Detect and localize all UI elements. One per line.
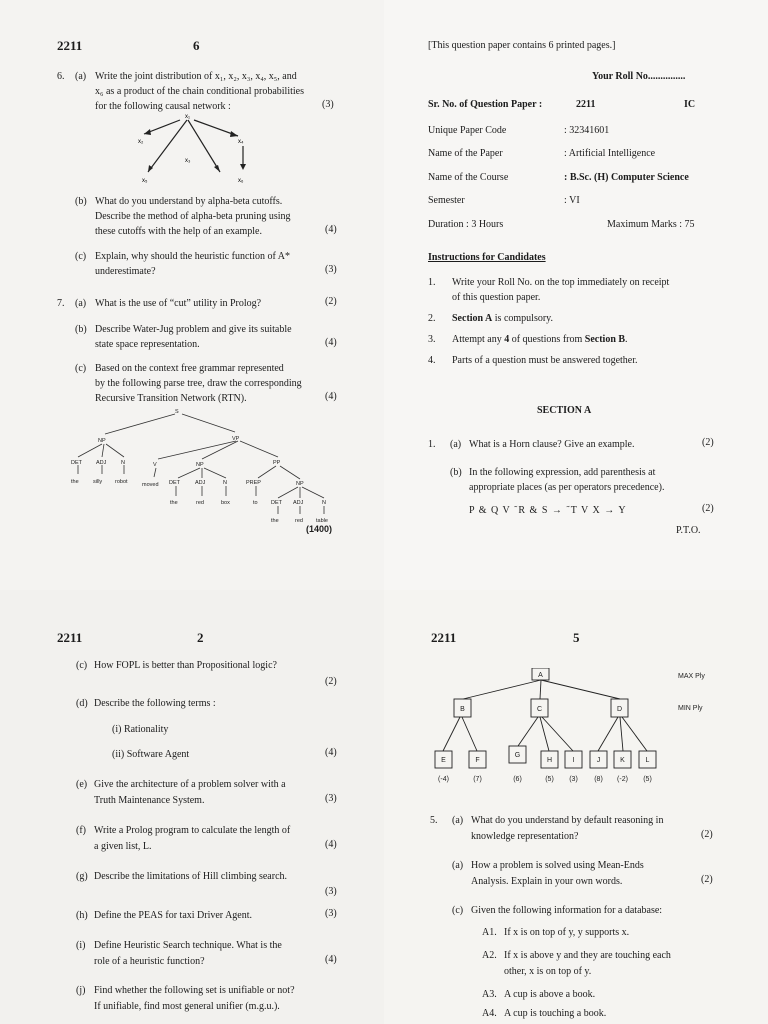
question-text: a given list, L. [94, 841, 152, 852]
row-label: Semester [428, 195, 465, 206]
question-text: What is the use of “cut” utility in Prolog? [95, 298, 262, 309]
tree-node-DET: DET [71, 460, 82, 466]
node-x2: x₂ [138, 139, 144, 145]
question-text: Give the architecture of a problem solver with a [94, 779, 286, 790]
question-text: In the following expression, add parenthesis at [469, 467, 656, 478]
tree-node-I: I [572, 757, 575, 764]
question-text: for the following causal network : [95, 101, 231, 112]
tree-node-DET-2: DET [169, 480, 180, 486]
part-label: (c) [75, 251, 87, 262]
leaf-value: (7) [473, 776, 482, 783]
question-text: underestimate? [95, 266, 156, 277]
question-number: 7. [57, 298, 65, 309]
tree-node-N-2: N [223, 480, 227, 486]
question-text: role of a heuristic function? [94, 956, 205, 967]
part-label: (a) [75, 71, 87, 82]
question-text: Write a Prolog program to calculate the length of [94, 825, 291, 836]
marks: (2) [701, 874, 713, 885]
tree-node-N-3: N [322, 500, 326, 506]
question-text: Analysis. Explain in your own words. [471, 876, 623, 887]
marks: (2) [702, 437, 714, 448]
question-text: Truth Maintenance System. [94, 795, 205, 806]
question-text: Explain, why should the heuristic function of A* [95, 251, 290, 262]
node-x6: x₆ [238, 178, 244, 184]
tree-node-ADJ: ADJ [96, 460, 107, 466]
question-text: Define the PEAS for taxi Driver Agent. [94, 910, 253, 921]
question-text: Recursive Transition Network (RTN). [95, 393, 247, 404]
leaf-value: (-4) [438, 776, 449, 783]
tree-node-F: F [475, 757, 480, 764]
marks: (2) [325, 296, 337, 307]
leaf-table: table [316, 518, 328, 524]
question-text: Write the joint distribution of x₁, x₂, x₃, x₄, x₅, and [95, 71, 297, 82]
question-text: x₆ as a product of the chain conditional probabilities [95, 86, 304, 97]
marks: (3) [325, 264, 337, 275]
marks: (4) [325, 391, 337, 402]
question-text: Describe the method of alpha-beta pruning using [95, 211, 291, 222]
fact-text: A cup is above a book. [504, 989, 596, 1000]
fact-id: A1. [482, 927, 497, 938]
question-text: by the following parse tree, draw the corresponding [95, 378, 302, 389]
question-text: state space representation. [95, 339, 200, 350]
node-x4: x₄ [238, 139, 244, 145]
fact-text: A cup is touching a book. [504, 1008, 607, 1019]
question-text: Describe the following terms : [94, 698, 216, 709]
instruction-number: 1. [428, 277, 436, 288]
logic-expression: P & Q V ˜R & S → ˜T V X → Y [469, 505, 627, 516]
tree-node-ADJ-2: ADJ [195, 480, 206, 486]
pages-notice: [This question paper contains 6 printed pages.] [428, 40, 616, 51]
marks: (4) [325, 954, 337, 965]
leaf-the-3: the [271, 518, 279, 524]
tree-node-E: E [441, 757, 446, 764]
tree-node-A: A [538, 672, 543, 679]
sub-item: (i) Rationality [112, 724, 169, 735]
question-text: What do you understand by default reasoning in [471, 815, 664, 826]
serial-code: IC [684, 99, 696, 110]
tree-node-J: J [596, 757, 601, 764]
leaf-value: (3) [569, 776, 578, 783]
page-6-panel [0, 0, 384, 590]
paper-code: 2211 [57, 630, 83, 645]
game-tree-diagram [424, 668, 734, 790]
section-title: SECTION A [537, 405, 592, 416]
tree-node-PREP: PREP [246, 480, 261, 486]
part-label: (c) [75, 363, 87, 374]
instructions-title: Instructions for Candidates [428, 252, 546, 263]
leaf-value: (5) [545, 776, 554, 783]
marks: (2) [701, 829, 713, 840]
tree-node-ADJ-3: ADJ [293, 500, 304, 506]
question-text: Based on the context free grammar represented [95, 363, 284, 374]
tree-node-N: N [121, 460, 125, 466]
page-2-panel [0, 590, 384, 1024]
question-text: What do you understand by alpha-beta cutoffs. [95, 196, 283, 207]
marks: (2) [702, 503, 714, 514]
fact-text: other, x is on top of y. [504, 966, 592, 977]
marks: (3) [325, 793, 337, 804]
row-label: Name of the Course [428, 172, 509, 183]
question-text: Define Heuristic Search technique. What is the [94, 940, 282, 951]
row-label: Unique Paper Code [428, 125, 507, 136]
row-label: Name of the Paper [428, 148, 503, 159]
question-text: knowledge representation? [471, 831, 579, 842]
tree-node-H: H [546, 757, 553, 764]
part-label: (h) [76, 910, 88, 921]
page-number: 6 [193, 38, 200, 53]
please-turn-over: P.T.O. [676, 525, 701, 536]
cover-page-panel [384, 0, 768, 590]
marks: (4) [325, 839, 337, 850]
question-number: 1. [428, 439, 436, 450]
part-label: (c) [452, 905, 464, 916]
causal-network-diagram [130, 110, 260, 185]
node-x1: x₁ [185, 114, 191, 120]
tree-node-K: K [620, 757, 625, 764]
max-marks: Maximum Marks : 75 [607, 219, 695, 230]
question-text: If unifiable, find most general unifier (m.g.u.). [94, 1001, 280, 1012]
tree-node-DET-3: DET [271, 500, 282, 506]
fact-id: A2. [482, 950, 497, 961]
tree-node-C: C [536, 706, 543, 713]
tree-node-G: G [514, 752, 521, 759]
leaf-silly: silly [93, 479, 103, 485]
tree-node-L: L [645, 757, 650, 764]
part-label: (b) [450, 467, 462, 478]
part-label: (b) [75, 324, 87, 335]
row-value: : 32341601 [564, 125, 610, 136]
question-text: these cutoffs with the help of an example. [95, 226, 262, 237]
page-footer-code: (1400) [306, 524, 333, 534]
instruction-number: 4. [428, 355, 436, 366]
fact-text: If x is on top of y, y supports x. [504, 927, 630, 938]
question-text: How FOPL is better than Propositional logic? [94, 660, 277, 671]
instruction-text: of this question paper. [452, 292, 541, 303]
serial-number-value: 2211 [576, 99, 596, 110]
part-label: (b) [75, 196, 87, 207]
tree-node-PP: PP [273, 460, 281, 466]
question-number: 6. [57, 71, 65, 82]
instruction-text: Attempt any 4 of questions from Section B. [452, 334, 628, 345]
row-value: : B.Sc. (H) Computer Science [564, 172, 689, 183]
part-label: (c) [76, 660, 88, 671]
node-x3: x₃ [185, 158, 191, 164]
row-value: : Artificial Intelligence [564, 148, 656, 159]
part-label: (a) [75, 298, 87, 309]
marks: (3) [325, 886, 337, 897]
question-text: How a problem is solved using Mean-Ends [471, 860, 644, 871]
page-number: 5 [573, 630, 580, 645]
fact-id: A4. [482, 1008, 497, 1019]
duration: Duration : 3 Hours [428, 219, 504, 230]
sub-item: (ii) Software Agent [112, 749, 190, 760]
question-text: What is a Horn clause? Give an example. [469, 439, 635, 450]
question-text: appropriate places (as per operators precedence). [469, 482, 665, 493]
part-label: (d) [76, 698, 88, 709]
leaf-box: box [221, 500, 230, 506]
marks: (2) [325, 676, 337, 687]
page-5-panel [384, 590, 768, 1024]
part-label: (f) [76, 825, 86, 836]
marks: (4) [325, 337, 337, 348]
fact-text: If x is above y and they are touching each [504, 950, 671, 961]
marks: (3) [325, 908, 337, 919]
marks: (4) [325, 224, 337, 235]
tree-node-VP: VP [232, 436, 240, 442]
leaf-robot: robot [115, 479, 128, 485]
tree-node-D: D [616, 706, 623, 713]
leaf-red-2: red [295, 518, 303, 524]
part-label: (a) [452, 815, 464, 826]
leaf-the-2: the [170, 500, 178, 506]
max-ply-label: MAX Ply [678, 673, 705, 680]
instruction-text: Parts of a question must be answered together. [452, 355, 638, 366]
instruction-number: 3. [428, 334, 436, 345]
tree-node-NP: NP [98, 438, 106, 444]
instruction-text: Write your Roll No. on the top immediately on receipt [452, 277, 670, 288]
leaf-value: (-2) [617, 776, 628, 783]
row-value: : VI [564, 195, 580, 206]
tree-node-NP-pp: NP [296, 481, 304, 487]
leaf-moved: moved [142, 482, 159, 488]
marks: (3) [322, 99, 334, 110]
question-text: Given the following information for a database: [471, 905, 663, 916]
tree-node-B: B [460, 706, 465, 713]
leaf-value: (6) [513, 776, 522, 783]
instruction-number: 2. [428, 313, 436, 324]
leaf-value: (8) [594, 776, 603, 783]
question-text: Find whether the following set is unifiable or not? [94, 985, 295, 996]
paper-code: 2211 [57, 38, 83, 53]
question-text: Describe Water-Jug problem and give its suitable [95, 324, 292, 335]
serial-number-label: Sr. No. of Question Paper : [428, 99, 543, 110]
tree-node-V: V [153, 462, 157, 468]
parse-tree-diagram [60, 404, 345, 526]
leaf-red: red [196, 500, 204, 506]
part-label: (a) [450, 439, 462, 450]
min-ply-label: MIN Ply [678, 705, 703, 712]
tree-node-NP-object: NP [196, 462, 204, 468]
marks: (4) [325, 747, 337, 758]
instruction-text: Section A is compulsory. [452, 313, 554, 324]
question-number: 5. [430, 815, 438, 826]
part-label: (a) [452, 860, 464, 871]
paper-code: 2211 [431, 630, 457, 645]
roll-number-label: Your Roll No............... [592, 71, 686, 82]
page-number: 2 [197, 630, 204, 645]
leaf-value: (5) [643, 776, 652, 783]
leaf-to: to [253, 500, 258, 506]
fact-id: A3. [482, 989, 497, 1000]
part-label: (i) [76, 940, 86, 951]
node-x5: x₅ [142, 178, 148, 184]
tree-node-S: S [175, 409, 179, 415]
question-text: Describe the limitations of Hill climbing search. [94, 871, 288, 882]
part-label: (e) [76, 779, 88, 790]
leaf-the: the [71, 479, 79, 485]
part-label: (j) [76, 985, 86, 996]
part-label: (g) [76, 871, 88, 882]
